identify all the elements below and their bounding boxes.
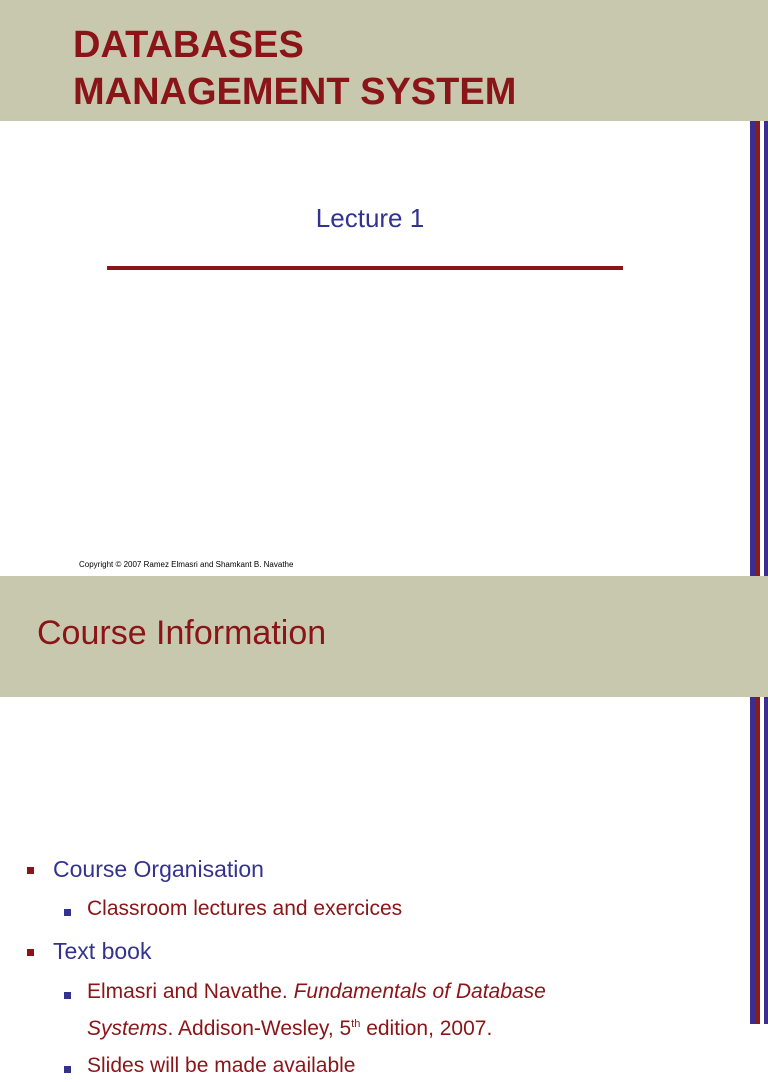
edition-suffix: th: [351, 1018, 361, 1030]
square-bullet-icon: [64, 992, 71, 999]
stripe-blue: [764, 697, 768, 1024]
square-bullet-icon: [27, 867, 34, 874]
title-line-1: DATABASES: [73, 24, 304, 66]
book-title: Fundamentals of Database: [293, 980, 546, 1003]
book-authors: Elmasri and Navathe.: [87, 980, 294, 1003]
divider-line: [107, 266, 623, 270]
square-bullet-icon: [27, 949, 34, 956]
square-bullet-icon: [64, 909, 71, 916]
book-publisher: . Addison-Wesley, 5: [167, 1017, 352, 1040]
bullet-text: Classroom lectures and exercices: [87, 897, 403, 920]
slide-2: [0, 576, 768, 1077]
bullet-text: Text book: [53, 938, 152, 964]
bullet-text: Slides will be made available: [87, 1054, 356, 1077]
bullet-text: Course Organisation: [53, 856, 264, 882]
side-stripes: [750, 697, 768, 1024]
bullet-text: [87, 976, 647, 1045]
title-line-2: MANAGEMENT SYSTEM: [73, 71, 517, 113]
book-edition: edition, 2007.: [360, 1017, 493, 1040]
lecture-subtitle: Lecture 1: [315, 203, 425, 233]
slide-title: [73, 22, 516, 116]
stripe-blue: [764, 121, 768, 576]
square-bullet-icon: [64, 1066, 71, 1073]
book-title-cont: Systems: [87, 1017, 168, 1040]
copyright-text: Copyright © 2007 Ramez Elmasri and Shamkant B. Navathe: [79, 560, 294, 569]
side-stripes: [750, 121, 768, 576]
slide-title: Course Information: [37, 614, 327, 652]
